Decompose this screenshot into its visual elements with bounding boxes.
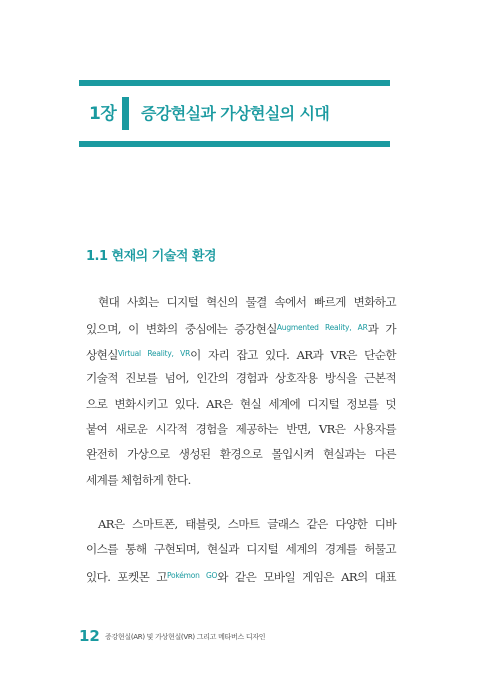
english-gloss: Augmented Reality, AR	[276, 323, 368, 333]
text-run: 이 자리 잡고 있다. AR과 VR은 단순한	[190, 347, 396, 362]
body-paragraph-1	[86, 290, 396, 493]
paragraph-line: 현대 사회는 디지털 혁신의 물결 속에서 빠르게 변화하고	[98, 295, 396, 309]
chapter-divider-bar	[122, 97, 129, 130]
running-title: 증강현실(AR) 및 가상현실(VR) 그리고 메타버스 디자인	[105, 633, 266, 641]
chapter-title: 증강현실과 가상현실의 시대	[141, 104, 330, 123]
text-run: 상현실	[86, 347, 118, 362]
paragraph-line	[86, 315, 396, 340]
chapter-number: 1장	[89, 104, 117, 124]
text-run: 있다. 포켓몬 고	[86, 569, 167, 584]
paragraph-line: AR은 스마트폰, 태블릿, 스마트 글래스 같은 다양한 디바	[98, 517, 396, 531]
paragraph-line: 완전히 가상으로 생성된 환경으로 몰입시켜 현실과는 다른	[86, 447, 396, 462]
body-paragraph-2	[86, 512, 396, 588]
text-run: 와 같은 모바일 게임은 AR의 대표	[217, 569, 396, 584]
text-run: 과 가	[367, 322, 396, 337]
paragraph-line: 기술적 진보를 넘어, 인간의 경험과 상호작용 방식을 근본적	[86, 371, 396, 386]
paragraph-line	[86, 563, 396, 588]
paragraph-line: 세계를 체험하게 한다.	[86, 472, 191, 487]
english-gloss: Virtual Reality, VR	[117, 348, 191, 358]
paragraph-line: 이스를 통해 구현되며, 현실과 디지털 세계의 경계를 허물고	[86, 542, 396, 557]
text-run: 있으며, 이 변화의 중심에는 증강현실	[86, 322, 277, 337]
english-gloss: Pokémon GO	[166, 570, 218, 580]
page-number: 12	[79, 627, 100, 645]
paragraph-line: 으로 변화시키고 있다. AR은 현실 세계에 디지털 정보를 덧	[86, 396, 396, 411]
chapter-top-rule	[79, 80, 390, 86]
paragraph-line: 붙여 새로운 시각적 경험을 제공하는 반면, VR은 사용자를	[86, 421, 396, 436]
paragraph-line	[86, 341, 396, 366]
chapter-bottom-rule	[79, 141, 390, 147]
section-heading: 1.1 현재의 기술적 환경	[86, 249, 217, 264]
